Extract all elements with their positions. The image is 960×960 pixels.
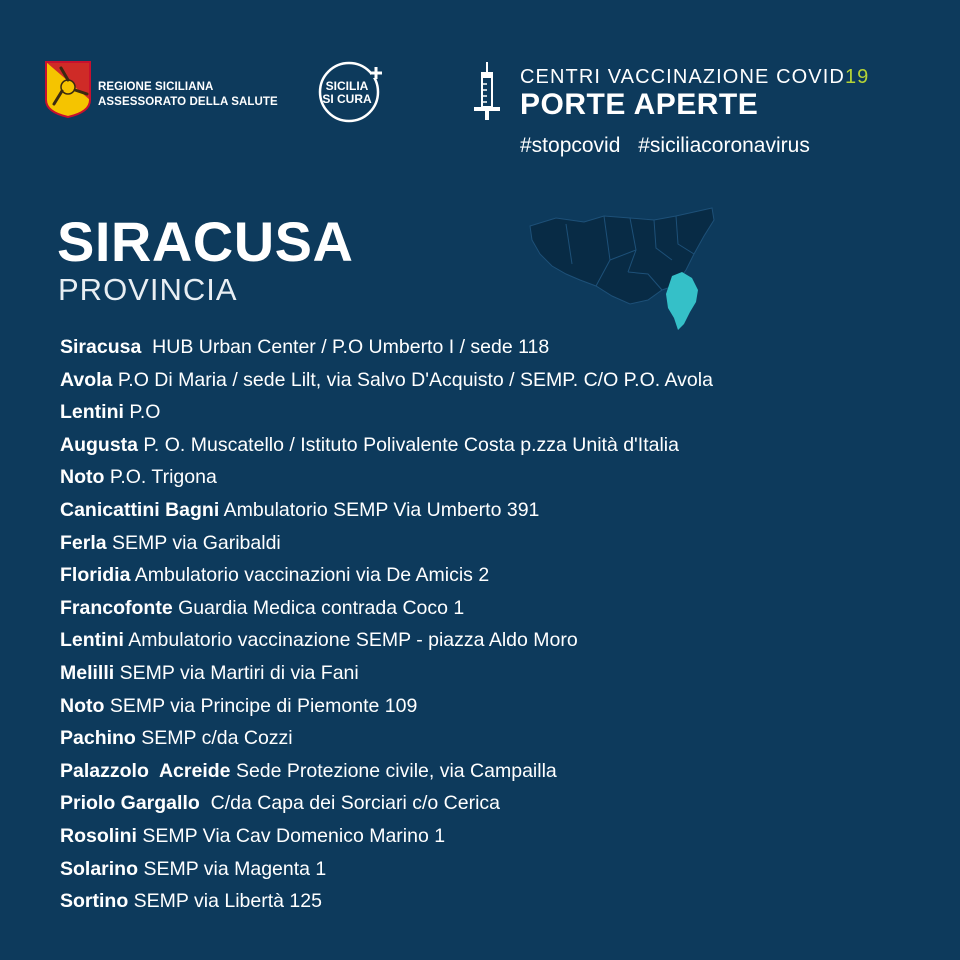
center-address: Ambulatorio vaccinazione SEMP - piazza Aldo Moro [128,629,578,652]
center-address: SEMP via Garibaldi [112,531,281,554]
list-item [60,398,940,431]
town-name: Ferla [60,531,107,554]
list-item [60,366,940,399]
center-address: HUB Urban Center / P.O Umberto I / sede 118 [152,336,550,358]
center-address: Sede Protezione civile, via Campailla [235,759,557,782]
list-item [60,692,940,725]
center-address: P.O [129,401,161,424]
town-name: Rosolini [60,824,137,847]
list-item [60,463,940,496]
campaign-title: PORTE APERTE [520,88,759,121]
center-address: P.O Di Maria / sede Lilt, via Salvo D'Acquisto / SEMP. C/O P.O. Avola [117,368,713,391]
list-item [60,594,940,627]
header [0,0,960,170]
town-name: Sortino [60,890,129,913]
town-name: Noto [60,466,105,489]
sicilia-si-cura-logo [317,58,383,124]
center-address: P. O. Muscatello / Istituto Polivalente Costa p.zza Unità d'Italia [143,433,679,456]
center-address: SEMP c/da Cozzi [141,727,293,750]
town-name: Francofonte [60,596,173,619]
separator [200,792,211,814]
hashtags [520,134,822,158]
campaign-subtitle [520,66,869,89]
list-item [60,561,940,594]
separator [141,336,152,358]
center-address: SEMP via Magenta 1 [143,857,327,880]
list-item [60,496,940,529]
hashtag-stopcovid: #stopcovid [520,134,621,157]
town-name: Avola [60,368,113,391]
page-title: SIRACUSA [57,210,354,273]
list-item [60,626,940,659]
list-item [60,822,940,855]
page-subtitle: PROVINCIA [58,272,238,307]
list-item [60,855,940,888]
town-name: Canicattini Bagni [60,498,220,521]
town-name: Solarino [60,857,139,880]
list-item [60,333,940,366]
region-line-1: REGIONE SICILIANA [98,81,214,93]
center-address: SEMP via Martiri di via Fani [119,661,359,684]
town-name: Floridia [60,564,131,587]
sicily-map [526,204,726,334]
center-address: SEMP via Principe di Piemonte 109 [109,694,418,717]
town-name: Palazzolo Acreide [60,759,231,782]
town-name: Priolo Gargallo [60,792,200,815]
hashtag-siciliacoronavirus: #siciliacoronavirus [638,134,810,157]
trinacria-emblem-icon [44,60,92,118]
siracusa-province [666,272,698,330]
town-name: Augusta [60,433,138,456]
center-address: Ambulatorio vaccinazioni via De Amicis 2 [134,564,490,587]
list-item [60,789,940,822]
town-name: Pachino [60,727,136,750]
town-name: Lentini [60,401,124,424]
list-item [60,431,940,464]
list-item [60,887,940,920]
syringe-icon [470,60,504,122]
center-address: SEMP Via Cav Domenico Marino 1 [142,824,446,847]
center-address: Ambulatorio SEMP Via Umberto 391 [223,498,540,521]
campaign-number: 19 [844,66,870,88]
town-name: Melilli [60,661,115,684]
list-item [60,724,940,757]
logo-line-1: SICILIA [325,79,369,93]
town-name: Siracusa [60,336,142,358]
center-address: Guardia Medica contrada Coco 1 [178,596,465,619]
town-name: Lentini [60,629,124,652]
center-address: P.O. Trigona [109,466,217,489]
region-name [98,80,278,110]
region-line-2: ASSESSORATO DELLA SALUTE [98,96,278,108]
list-item [60,659,940,692]
center-address: C/da Capa dei Sorciari c/o Cerica [210,792,501,815]
list-item [60,529,940,562]
campaign-prefix: CENTRI VACCINAZIONE COVID [520,66,845,88]
logo-line-2: SI CURA [322,92,372,106]
list-item [60,757,940,790]
vaccination-centers-list [60,333,940,920]
center-address: SEMP via Libertà 125 [133,890,322,913]
town-name: Noto [60,694,105,717]
